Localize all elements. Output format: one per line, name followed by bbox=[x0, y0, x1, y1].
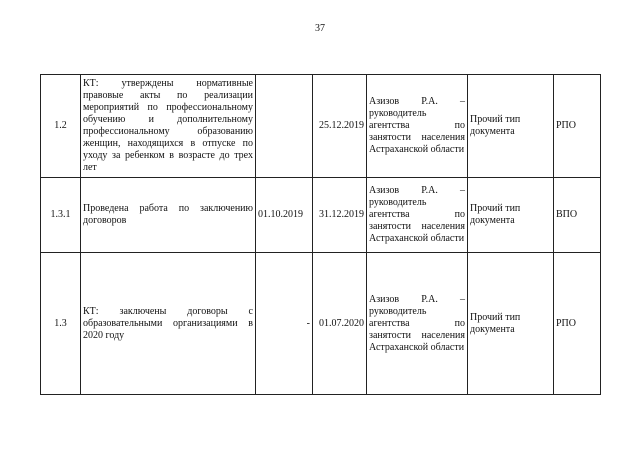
row-number: 1.3 bbox=[41, 253, 81, 395]
responsible-person: Азизов Р.А. – руководитель агентства по занятости населения Астраханской области bbox=[367, 253, 468, 395]
responsible-person: Азизов Р.А. – руководитель агентства по занятости населения Астраханской области bbox=[367, 178, 468, 253]
row-number: 1.2 bbox=[41, 75, 81, 178]
milestone-description: КТ: заключены договоры с образовательными организациями в 2020 году bbox=[81, 253, 256, 395]
milestone-description: Проведена работа по заключению договоров bbox=[81, 178, 256, 253]
table-row bbox=[41, 253, 601, 395]
document-type: Прочий тип документа bbox=[468, 75, 554, 178]
document-type: Прочий тип документа bbox=[468, 178, 554, 253]
document-type: Прочий тип документа bbox=[468, 253, 554, 395]
end-date: 25.12.2019 bbox=[313, 75, 367, 178]
end-date: 01.07.2020 bbox=[313, 253, 367, 395]
start-date bbox=[256, 75, 313, 178]
start-date: 01.10.2019 bbox=[256, 178, 313, 253]
table-row bbox=[41, 75, 601, 178]
control-level: РПО bbox=[554, 253, 601, 395]
plan-table bbox=[40, 74, 601, 395]
table-row bbox=[41, 178, 601, 253]
page-number: 37 bbox=[315, 23, 325, 34]
end-date: 31.12.2019 bbox=[313, 178, 367, 253]
row-number: 1.3.1 bbox=[41, 178, 81, 253]
responsible-person: Азизов Р.А. – руководитель агентства по занятости населения Астраханской области bbox=[367, 75, 468, 178]
start-date: - bbox=[256, 253, 313, 395]
control-level: РПО bbox=[554, 75, 601, 178]
milestone-description: КТ: утверждены нормативные правовые акты по реализации мероприятий по профессиональному обучению и дополнительному профессиональному образованию женщин, находящихся в отпуске по уходу за ребенком в возрасте до трех лет bbox=[81, 75, 256, 178]
control-level: ВПО bbox=[554, 178, 601, 253]
